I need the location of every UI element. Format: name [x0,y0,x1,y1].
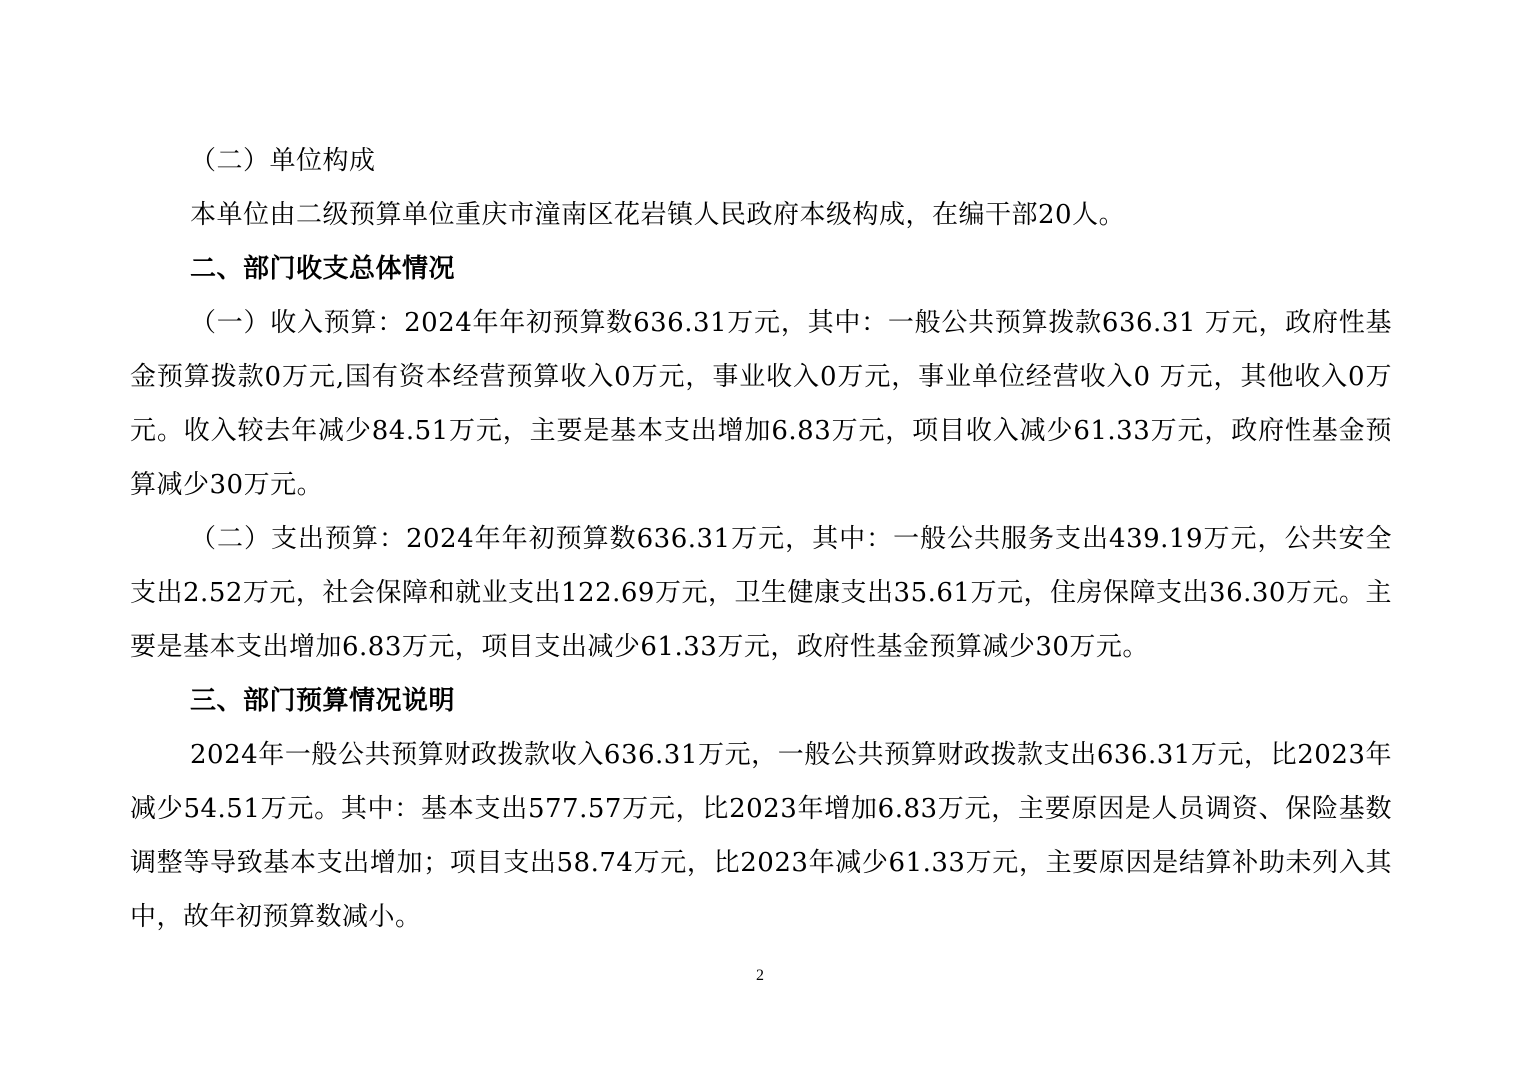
expenditure-budget-paragraph: （二）支出预算：2024年年初预算数636.31万元，其中：一般公共服务支出439.19万元，公共安全支出2.52万元，社会保障和就业支出122.69万元，卫生健康支出35.61万元，住房保障支出36.30万元。主要是基本支出增加6.83万元，项目支出减少61.33万元，政府性基金预算减少30万元。 [130,524,1392,662]
document-body [130,134,1392,944]
subsection-title-unit-composition: （二）单位构成 [190,146,376,176]
section-heading-budget-explanation: 三、部门预算情况说明 [190,686,456,716]
page-number: 2 [756,967,764,984]
unit-composition-paragraph: 本单位由二级预算单位重庆市潼南区花岩镇人民政府本级构成，在编干部20人。 [190,200,1126,230]
section-heading-income-expenditure: 二、部门收支总体情况 [190,254,456,284]
budget-explanation-paragraph: 2024年一般公共预算财政拨款收入636.31万元，一般公共预算财政拨款支出636.31万元，比2023年减少54.51万元。其中：基本支出577.57万元，比2023年增加6.83万元，主要原因是人员调资、保险基数调整等导致基本支出增加；项目支出58.74万元，比2023年减少61.33万元，主要原因是结算补助未列入其中，故年初预算数减小。 [130,740,1392,932]
income-budget-paragraph: （一）收入预算：2024年年初预算数636.31万元，其中：一般公共预算拨款636.31 万元，政府性基金预算拨款0万元,国有资本经营预算收入0万元，事业收入0万元，事业单位经营收入0 万元，其他收入0万元。收入较去年减少84.51万元，主要是基本支出增加6.83万元，项目收入减少61.33万元，政府性基金预算减少30万元。 [130,308,1392,500]
